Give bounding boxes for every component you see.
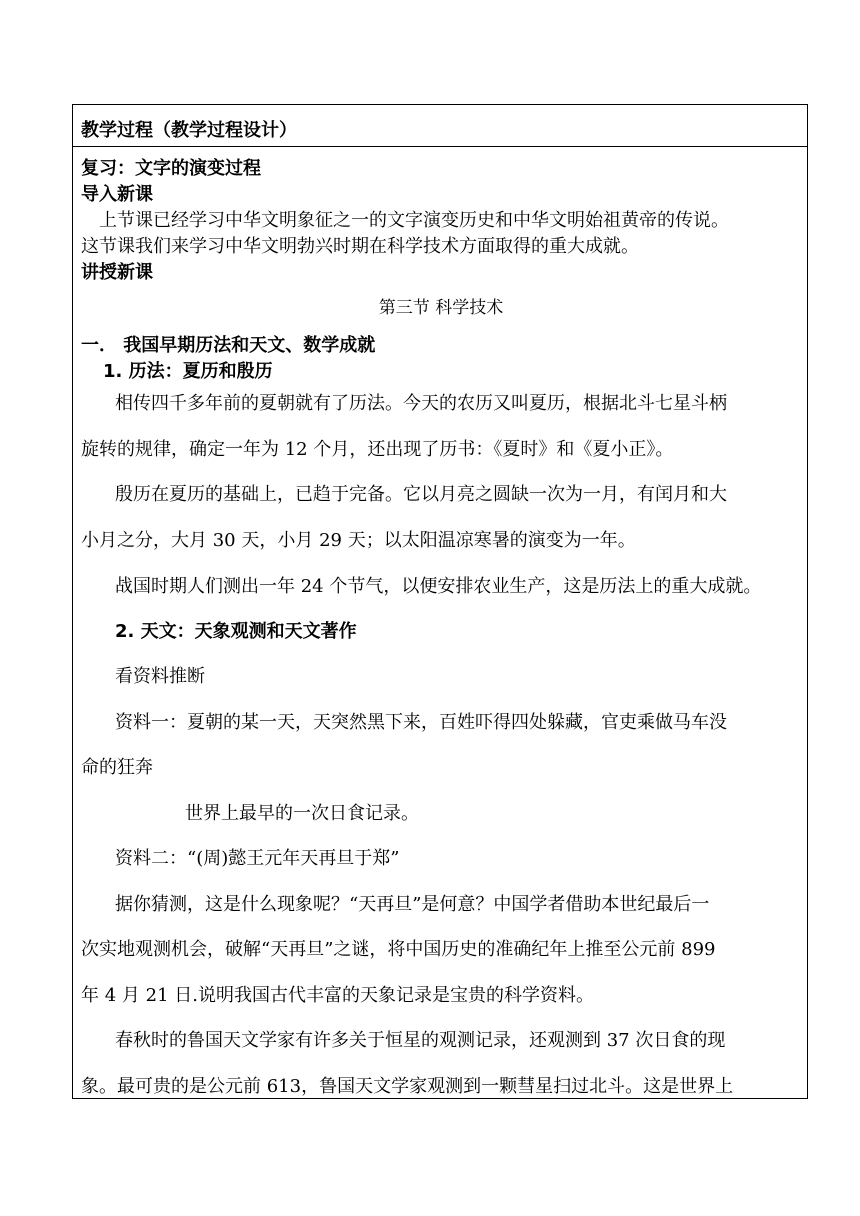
para3: 战国时期人们测出一年 24 个节气，以便安排农业生产，这是历法上的重大成就。 (115, 576, 762, 597)
sub1-title: 1. 历法：夏历和殷历 (103, 361, 273, 382)
part1-title: 一． 我国早期历法和天文、数学成就 (81, 335, 376, 356)
para8-line-3: 年 4 月 21 日.说明我国古代丰富的天象记录是宝贵的科学资料。 (81, 985, 594, 1006)
intro-line-1: 上节课已经学习中华文明象征之一的文字演变历史和中华文明始祖黄帝的传说。 (99, 210, 729, 231)
para4: 看资料推断 (115, 666, 205, 687)
section-title: 第三节 科学技术 (378, 298, 504, 318)
intro-heading: 导入新课 (81, 184, 153, 205)
lesson-table (72, 104, 808, 1099)
sub2-title: 2. 天文：天象观测和天文著作 (115, 621, 357, 642)
para6: 世界上最早的一次日食记录。 (185, 803, 419, 824)
lecture-heading: 讲授新课 (81, 262, 153, 283)
para9-line-1: 春秋时的鲁国天文学家有许多关于恒星的观测记录，还观测到 37 次日食的现 (115, 1030, 726, 1051)
para8-line-2: 次实地观测机会，破解“天再旦”之谜，将中国历史的准确纪年上推至公元前 899 (81, 939, 716, 960)
para7: 资料二：“(周)懿王元年天再旦于郑” (115, 848, 400, 869)
para5-line-1: 资料一：夏朝的某一天，天突然黑下来，百姓吓得四处躲藏，官吏乘做马车没 (115, 712, 727, 733)
para8-line-1: 据你猜测，这是什么现象呢？“天再旦”是何意？中国学者借助本世纪最后一 (115, 894, 710, 915)
para1-line-1: 相传四千多年前的夏朝就有了历法。今天的农历又叫夏历，根据北斗七星斗柄 (115, 393, 727, 414)
para5-line-2: 命的狂奔 (81, 757, 153, 778)
table-header: 教学过程（教学过程设计） (81, 120, 297, 141)
review-heading: 复习：文字的演变过程 (81, 158, 261, 179)
intro-line-2: 这节课我们来学习中华文明勃兴时期在科学技术方面取得的重大成就。 (81, 236, 639, 257)
para2-line-1: 殷历在夏历的基础上，已趋于完备。它以月亮之圆缺一次为一月，有闰月和大 (115, 484, 727, 505)
para9-line-2: 象。最可贵的是公元前 613，鲁国天文学家观测到一颗彗星扫过北斗。这是世界上 (81, 1076, 734, 1097)
para2-line-2: 小月之分，大月 30 天，小月 29 天；以太阳温凉寒暑的演变为一年。 (81, 530, 636, 551)
row-divider (73, 146, 807, 147)
para1-line-2: 旋转的规律，确定一年为 12 个月，还出现了历书：《夏时》和《夏小正》。 (81, 439, 674, 460)
